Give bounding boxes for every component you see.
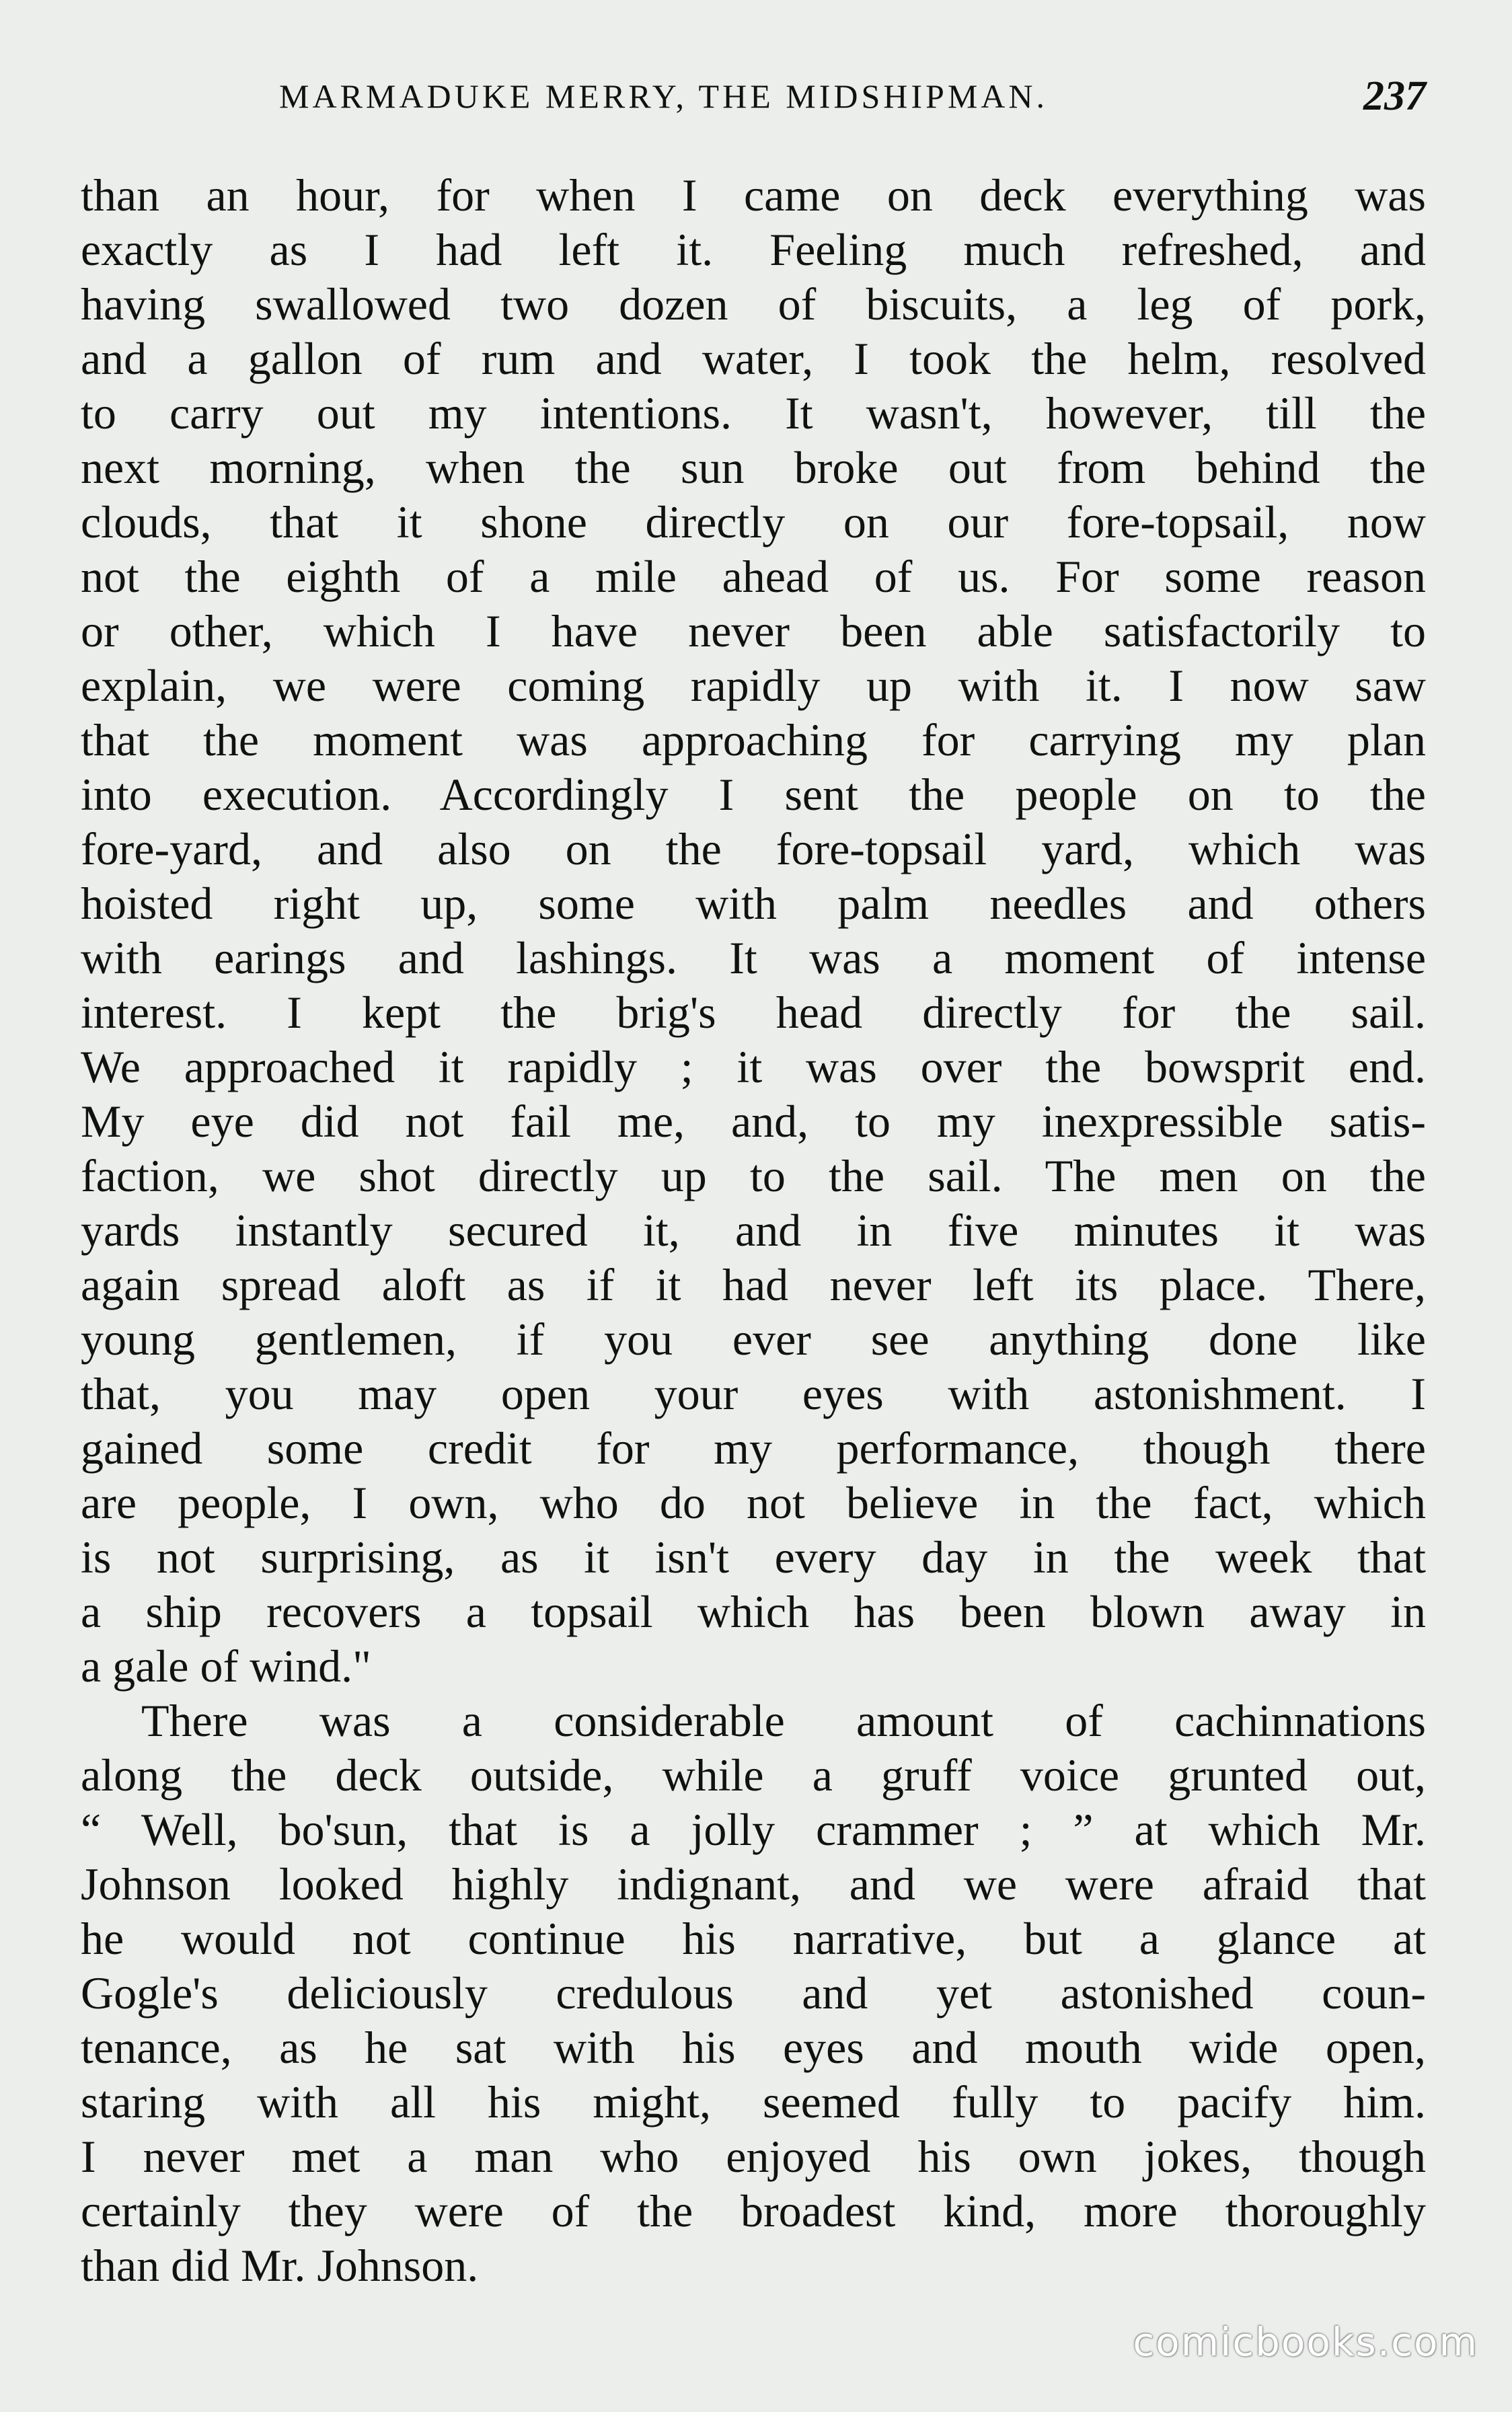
- text-line: “ Well, bo'sun, that is a jolly crammer ; ” at which Mr.: [81, 1804, 1426, 1855]
- text-line: clouds, that it shone directly on our fore-topsail, now: [81, 496, 1426, 548]
- text-line: along the deck outside, while a gruff voice grunted out,: [81, 1749, 1426, 1801]
- text-line: Johnson looked highly indignant, and we were afraid that: [81, 1858, 1426, 1910]
- text-line: tenance, as he sat with his eyes and mouth wide open,: [81, 2022, 1426, 2073]
- text-line: a ship recovers a topsail which has been blown away in: [81, 1586, 1426, 1637]
- text-line: I never met a man who enjoyed his own jokes, though: [81, 2131, 1426, 2182]
- watermark: comicbooks.com: [1133, 2319, 1478, 2365]
- running-title: MARMADUKE MERRY, THE MIDSHIPMAN.: [279, 77, 1049, 115]
- text-line: with earings and lashings. It was a moment of intense: [81, 932, 1426, 983]
- text-line: My eye did not fail me, and, to my inexpressible satis-: [81, 1096, 1426, 1147]
- running-head: [81, 66, 1426, 126]
- text-line: into execution. Accordingly I sent the people on to the: [81, 769, 1426, 820]
- text-line: to carry out my intentions. It wasn't, however, till the: [81, 387, 1426, 439]
- text-line: exactly as I had left it. Feeling much refreshed, and: [81, 224, 1426, 275]
- paragraph: [81, 168, 1426, 1694]
- text-line: explain, we were coming rapidly up with it. I now saw: [81, 660, 1426, 711]
- text-line: interest. I kept the brig's head directly for the sail.: [81, 987, 1426, 1038]
- paragraph: [81, 1694, 1426, 2293]
- text-line: next morning, when the sun broke out from behind the: [81, 442, 1426, 493]
- text-line: staring with all his might, seemed fully to pacify him.: [81, 2076, 1426, 2127]
- text-line: or other, which I have never been able satisfactorily to: [81, 605, 1426, 656]
- text-line: are people, I own, who do not believe in the fact, which: [81, 1477, 1426, 1528]
- page-number: 237: [1363, 73, 1426, 119]
- text-line: he would not continue his narrative, but a glance at: [81, 1913, 1426, 1964]
- text-line: than an hour, for when I came on deck everything was: [81, 169, 1426, 221]
- text-line: yards instantly secured it, and in five minutes it was: [81, 1205, 1426, 1256]
- text-line: gained some credit for my performance, though there: [81, 1423, 1426, 1474]
- text-line: Gogle's deliciously credulous and yet astonished coun-: [81, 1967, 1426, 2019]
- text-line: is not surprising, as it isn't every day in the week that: [81, 1532, 1426, 1583]
- text-line: again spread aloft as if it had never left its place. There,: [81, 1259, 1426, 1310]
- text-line: that the moment was approaching for carrying my plan: [81, 714, 1426, 765]
- text-line: than did Mr. Johnson.: [81, 2240, 479, 2291]
- text-line: certainly they were of the broadest kind, more thoroughly: [81, 2185, 1426, 2236]
- text-line: fore-yard, and also on the fore-topsail yard, which was: [81, 823, 1426, 874]
- text-line: that, you may open your eyes with astonishment. I: [81, 1368, 1426, 1419]
- text-line: young gentlemen, if you ever see anything done like: [81, 1314, 1426, 1365]
- text-line: We approached it rapidly ; it was over the bowsprit end.: [81, 1041, 1426, 1092]
- text-line: faction, we shot directly up to the sail. The men on the: [81, 1150, 1426, 1201]
- text-line: There was a considerable amount of cachinnations: [141, 1695, 1426, 1746]
- text-line: and a gallon of rum and water, I took the helm, resolved: [81, 333, 1426, 384]
- text-line: having swallowed two dozen of biscuits, a leg of pork,: [81, 278, 1426, 330]
- body-text: [81, 168, 1426, 2293]
- text-line: a gale of wind.": [81, 1641, 371, 1692]
- text-line: hoisted right up, some with palm needles and others: [81, 878, 1426, 929]
- text-line: not the eighth of a mile ahead of us. For some reason: [81, 551, 1426, 602]
